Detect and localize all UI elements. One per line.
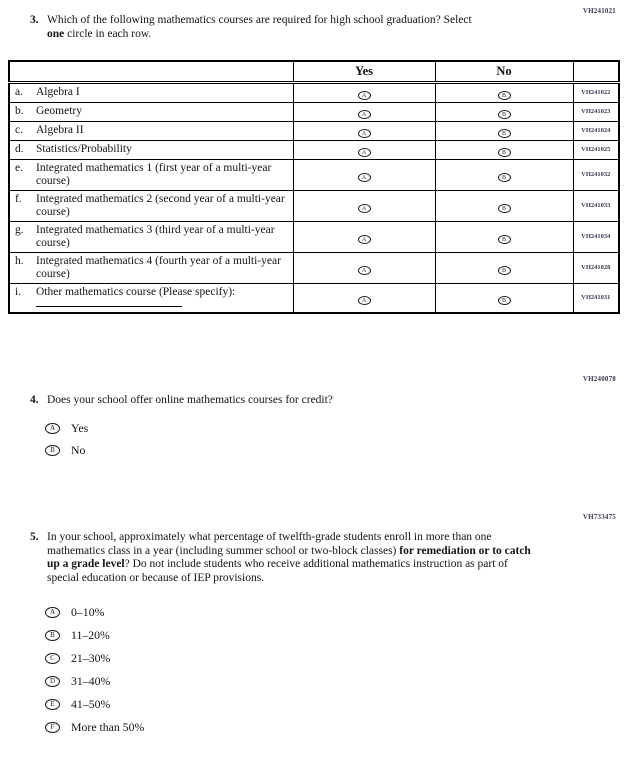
math-courses-table (8, 60, 620, 314)
no-option-circle[interactable] (498, 129, 511, 138)
circle-letter: A (361, 174, 367, 181)
row-code: VH241023 (573, 102, 619, 121)
no-option-circle[interactable] (498, 110, 511, 119)
option-11-20 (45, 624, 538, 647)
question-4-number: 4. (30, 394, 39, 406)
row-label: Geometry (36, 105, 82, 117)
header-empty-cell (9, 61, 293, 82)
row-label: Other mathematics course (Please specify): (36, 285, 236, 298)
option-circle-a[interactable] (45, 607, 60, 618)
specify-write-in-line[interactable] (36, 306, 182, 307)
option-label: No (71, 442, 86, 457)
question-4-text: Does your school offer online mathematics courses for credit? (47, 394, 333, 406)
option-no (45, 440, 550, 462)
option-label: 0–10% (71, 604, 105, 619)
option-21-30 (45, 647, 538, 670)
circle-letter: A (361, 297, 367, 304)
circle-letter: B (50, 631, 55, 639)
option-label: 11–20% (71, 627, 110, 642)
row-label: Integrated mathematics 4 (fourth year of a multi-year course) (36, 254, 281, 280)
circle-letter: A (361, 149, 367, 156)
question-3-number: 3. (30, 14, 39, 26)
column-header-no: No (435, 61, 573, 82)
option-more-than-50 (45, 716, 538, 739)
table-row-integrated-1 (9, 159, 619, 190)
yes-option-circle[interactable] (358, 204, 371, 213)
circle-letter: C (50, 654, 55, 662)
option-circle-b[interactable] (45, 445, 60, 456)
row-code: VH241032 (573, 159, 619, 190)
q5-text-pre: In your school, approximately what percentage of twelfth-grade students enroll in more than one mathematics class in a year (including summer school or two-block classes) (47, 531, 492, 557)
circle-letter: A (361, 92, 367, 99)
no-option-circle[interactable] (498, 204, 511, 213)
circle-letter: B (501, 236, 506, 243)
row-label: Algebra II (36, 124, 84, 136)
row-letter: f. (15, 192, 22, 205)
option-yes (45, 418, 550, 440)
row-code: VH241031 (573, 283, 619, 313)
circle-letter: D (49, 677, 56, 685)
row-code: VH241025 (573, 140, 619, 159)
circle-letter: B (501, 267, 506, 274)
q3-text-post: circle in each row. (64, 27, 152, 40)
table-row-algebra-1 (9, 82, 619, 102)
no-option-circle[interactable] (498, 173, 511, 182)
circle-letter: E (50, 700, 55, 708)
circle-letter: A (361, 267, 367, 274)
circle-letter: B (501, 92, 506, 99)
row-letter: c. (15, 124, 23, 136)
no-option-circle[interactable] (498, 91, 511, 100)
option-label: 41–50% (71, 696, 111, 711)
q5-accession-code: VH733475 (582, 513, 616, 521)
option-circle-c[interactable] (45, 653, 60, 664)
q5-text-bold: for remediation or to catch up a grade level (47, 544, 531, 570)
row-label: Integrated mathematics 2 (second year of a multi-year course) (36, 192, 285, 218)
question-4-options (45, 418, 550, 462)
option-label: 31–40% (71, 673, 111, 688)
option-label: Yes (71, 420, 89, 435)
table-row-integrated-2 (9, 190, 619, 221)
yes-option-circle[interactable] (358, 91, 371, 100)
circle-letter: A (361, 130, 367, 137)
circle-letter: B (501, 149, 506, 156)
circle-letter: B (501, 174, 506, 181)
circle-letter: A (361, 111, 367, 118)
no-option-circle[interactable] (498, 296, 511, 305)
row-label: Statistics/Probability (36, 143, 132, 155)
q3-accession-code: VH241021 (582, 7, 616, 15)
no-option-circle[interactable] (498, 266, 511, 275)
question-5-number: 5. (30, 531, 39, 543)
circle-letter: B (501, 205, 506, 212)
circle-letter: B (501, 111, 506, 118)
question-5 (30, 531, 538, 739)
row-letter: d. (15, 143, 24, 155)
question-4 (30, 394, 550, 462)
table-row-other-course (9, 283, 619, 313)
row-letter: i. (15, 285, 22, 298)
option-31-40 (45, 670, 538, 693)
yes-option-circle[interactable] (358, 129, 371, 138)
option-circle-e[interactable] (45, 699, 60, 710)
circle-letter: B (501, 130, 506, 137)
question-3 (30, 14, 482, 41)
option-label: 21–30% (71, 650, 111, 665)
option-41-50 (45, 693, 538, 716)
circle-letter: A (49, 424, 56, 432)
circle-letter: A (361, 236, 367, 243)
yes-option-circle[interactable] (358, 148, 371, 157)
question-5-options (45, 601, 538, 739)
row-letter: h. (15, 254, 24, 267)
row-letter: e. (15, 161, 23, 174)
circle-letter: B (501, 297, 506, 304)
row-code: VH241028 (573, 252, 619, 283)
option-circle-d[interactable] (45, 676, 60, 687)
table-row-algebra-2 (9, 121, 619, 140)
circle-letter: A (361, 205, 367, 212)
yes-option-circle[interactable] (358, 235, 371, 244)
q3-text-bold: one (47, 27, 65, 40)
circle-letter: B (50, 446, 55, 454)
row-code: VH241033 (573, 190, 619, 221)
q4-accession-code: VH240078 (582, 375, 616, 383)
circle-letter: A (49, 608, 56, 616)
no-option-circle[interactable] (498, 235, 511, 244)
option-label: More than 50% (71, 719, 145, 734)
row-letter: a. (15, 86, 23, 98)
option-circle-f[interactable] (45, 722, 60, 733)
row-label: Integrated mathematics 1 (first year of a multi-year course) (36, 161, 272, 187)
circle-letter: F (50, 723, 55, 731)
q5-text-post: ? Do not include students who receive additional mathematics instruction as part of special education or because of IEP provisions. (47, 558, 508, 584)
yes-option-circle[interactable] (358, 266, 371, 275)
question-3-text (47, 14, 482, 41)
table-row-integrated-4 (9, 252, 619, 283)
yes-option-circle[interactable] (358, 296, 371, 305)
column-header-yes: Yes (293, 61, 435, 82)
table-row-integrated-3 (9, 221, 619, 252)
row-label: Integrated mathematics 3 (third year of a multi-year course) (36, 223, 275, 249)
row-letter: b. (15, 105, 24, 117)
table-row-geometry (9, 102, 619, 121)
no-option-circle[interactable] (498, 148, 511, 157)
q3-text-pre: Which of the following mathematics courses are required for high school graduation? Select (47, 14, 472, 26)
row-code: VH241024 (573, 121, 619, 140)
table-header-row (9, 61, 619, 82)
row-code: VH241022 (573, 82, 619, 102)
option-0-10 (45, 601, 538, 624)
yes-option-circle[interactable] (358, 173, 371, 182)
option-circle-b[interactable] (45, 630, 60, 641)
yes-option-circle[interactable] (358, 110, 371, 119)
row-letter: g. (15, 223, 24, 236)
option-circle-a[interactable] (45, 423, 60, 434)
header-code-cell (573, 61, 619, 82)
row-code: VH241034 (573, 221, 619, 252)
table-row-statistics (9, 140, 619, 159)
row-label: Algebra I (36, 86, 80, 98)
